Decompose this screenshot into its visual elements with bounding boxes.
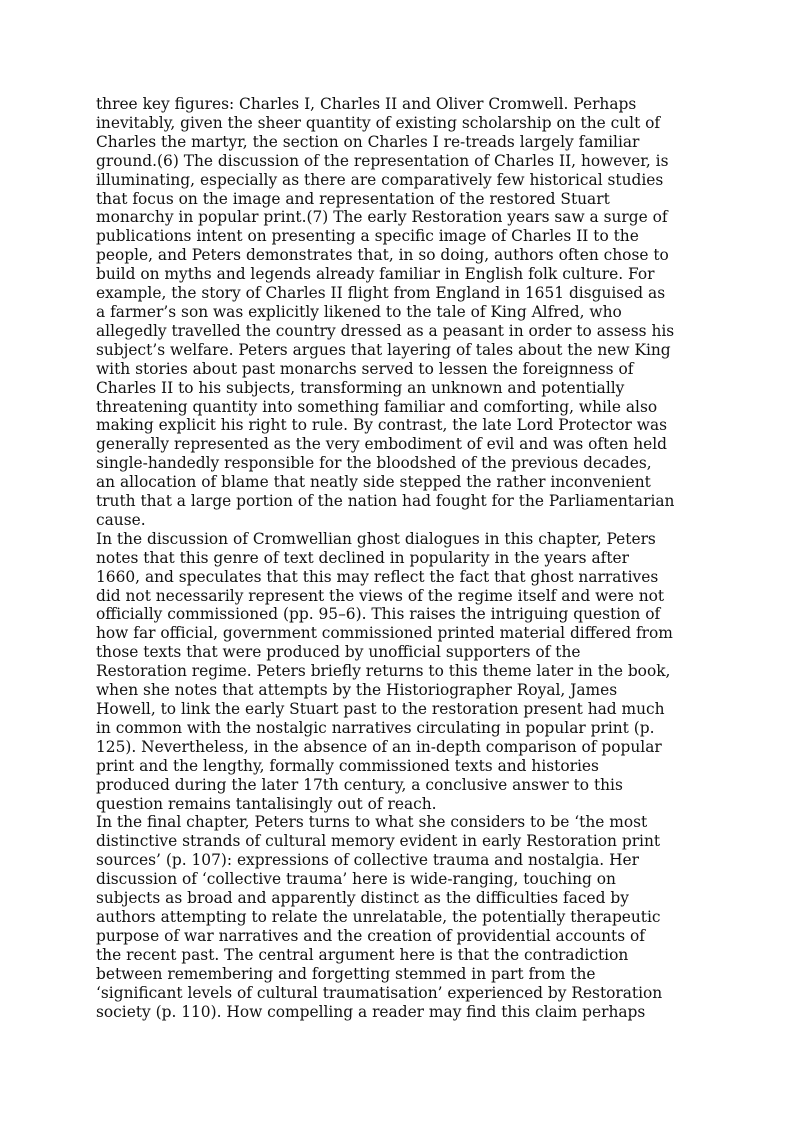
text-line: Restoration regime. Peters briefly returns to this theme later in the book,: [96, 662, 671, 681]
text-line: threatening quantity into something familiar and comforting, while also: [96, 397, 658, 416]
text-line: cause.: [96, 510, 146, 529]
text-line: sources’ (p. 107): expressions of collective trauma and nostalgia. Her: [96, 851, 639, 870]
text-line: inevitably, given the sheer quantity of existing scholarship on the cult of: [96, 113, 661, 132]
text-line: monarchy in popular print.(7) The early Restoration years saw a surge of: [96, 208, 668, 227]
text-line: ‘significant levels of cultural traumatisation’ experienced by Restoration: [96, 983, 663, 1002]
text-line: Charles II to his subjects, transforming an unknown and potentially: [96, 378, 625, 397]
text-line: notes that this genre of text declined in popularity in the years after: [96, 548, 629, 567]
text-line: subject’s welfare. Peters argues that layering of tales about the new King: [96, 340, 671, 359]
text-line: 125). Nevertheless, in the absence of an in-depth comparison of popular: [96, 737, 662, 756]
text-line: those texts that were produced by unofficial supporters of the: [96, 643, 581, 662]
text-line: when she notes that attempts by the Historiographer Royal, James: [96, 681, 618, 700]
text-line: build on myths and legends already familiar in English folk culture. For: [96, 265, 655, 284]
text-line: In the discussion of Cromwellian ghost dialogues in this chapter, Peters: [96, 529, 656, 548]
text-line: did not necessarily represent the views of the regime itself and were not: [96, 586, 665, 605]
text-line: how far official, government commissioned printed material differed from: [96, 624, 673, 643]
text-line: publications intent on presenting a specific image of Charles II to the: [96, 227, 639, 246]
text-line: truth that a large portion of the nation had fought for the Parliamentarian: [96, 492, 675, 511]
text-line: question remains tantalisingly out of reach.: [96, 794, 437, 813]
text-line: distinctive strands of cultural memory evident in early Restoration print: [96, 832, 661, 851]
text-line: produced during the later 17th century, a conclusive answer to this: [96, 775, 623, 794]
text-line: purpose of war narratives and the creation of providential accounts of: [96, 926, 645, 945]
body-text: [96, 95, 712, 1021]
text-line: three key figures: Charles I, Charles II and Oliver Cromwell. Perhaps: [96, 95, 637, 113]
text-line: the recent past. The central argument here is that the contradiction: [96, 945, 629, 964]
text-line: an allocation of blame that neatly side stepped the rather inconvenient: [96, 473, 651, 492]
text-line: subjects as broad and apparently distinct as the difficulties faced by: [96, 889, 629, 908]
text-line: people, and Peters demonstrates that, in so doing, authors often chose to: [96, 246, 669, 265]
text-line: between remembering and forgetting stemmed in part from the: [96, 964, 596, 983]
text-line: authors attempting to relate the unrelatable, the potentially therapeutic: [96, 907, 661, 926]
text-line: Charles the martyr, the section on Charles I re-treads largely familiar: [96, 132, 640, 151]
text-line: 1660, and speculates that this may reflect the fact that ghost narratives: [96, 567, 659, 586]
text-line: society (p. 110). How compelling a reader may find this claim perhaps: [96, 1002, 646, 1021]
text-line: a farmer’s son was explicitly likened to the tale of King Alfred, who: [96, 302, 622, 321]
text-line: ground.(6) The discussion of the representation of Charles II, however, is: [96, 151, 669, 170]
text-line: discussion of ‘collective trauma’ here is wide-ranging, touching on: [96, 870, 616, 889]
text-line: single-handedly responsible for the bloodshed of the previous decades,: [96, 454, 652, 473]
text-line: with stories about past monarchs served to lessen the foreignness of: [96, 359, 634, 378]
text-line: print and the lengthy, formally commissioned texts and histories: [96, 756, 599, 775]
text-line: allegedly travelled the country dressed as a peasant in order to assess his: [96, 321, 675, 340]
text-line: in common with the nostalgic narratives circulating in popular print (p.: [96, 718, 655, 737]
text-line: Howell, to link the early Stuart past to the restoration present had much: [96, 700, 665, 718]
text-line: example, the story of Charles II flight from England in 1651 disguised as: [96, 284, 666, 303]
text-line: illuminating, especially as there are comparatively few historical studies: [96, 170, 664, 189]
text-line: In the final chapter, Peters turns to what she considers to be ‘the most: [96, 813, 648, 832]
text-line: making explicit his right to rule. By contrast, the late Lord Protector was: [96, 416, 668, 435]
text-line: generally represented as the very embodiment of evil and was often held: [96, 435, 668, 454]
text-line: that focus on the image and representation of the restored Stuart: [96, 189, 610, 208]
text-line: officially commissioned (pp. 95–6). This raises the intriguing question of: [96, 605, 661, 624]
